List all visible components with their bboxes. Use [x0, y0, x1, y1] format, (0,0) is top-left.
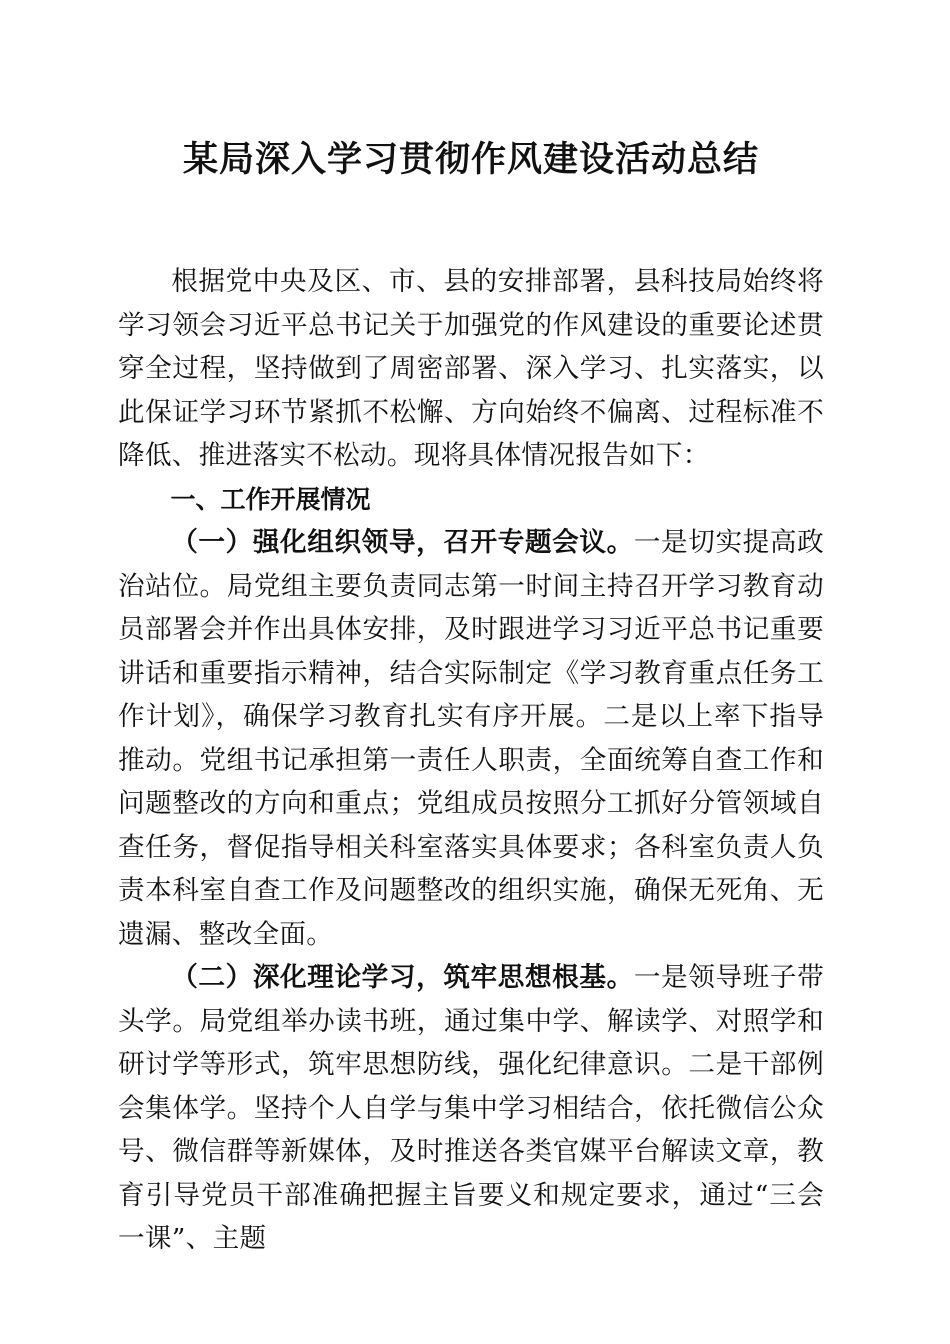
item-2-body: 一是领导班子带头学。局党组举办读书班，通过集中学、解读学、对照学和研讨学等形式，筑牢思想防线，强化纪律意识。二是干部例会集体学。坚持个人自学与集中学习相结合，依托微信公众号、微信群等新媒体，及时推送各类官媒平台解读文章，教育引导党员干部准确把握主旨要义和规定要求，通过“三会一课”、主题 — [118, 962, 824, 1254]
document-page — [118, 130, 824, 1261]
item-1-body: 一是切实提高政治站位。局党组主要负责同志第一时间主持召开学习教育动员部署会并作出具体安排，及时跟进学习习近平总书记重要讲话和重要指示精神，结合实际制定《学习教育重点任务工作计划》，确保学习教育扎实有序开展。二是以上率下指导推动。党组书记承担第一责任人职责，全面统筹自查工作和问题整改的方向和重点；党组成员按照分工抓好分管领域自查任务，督促指导相关科室落实具体要求；各科室负责人负责本科室自查工作及问题整改的组织实施，确保无死角、无遗漏、整改全面。 — [118, 527, 824, 950]
item-2-lead: （二）深化理论学习，筑牢思想根基。 — [171, 962, 634, 993]
item-paragraph-2 — [118, 956, 824, 1261]
document-title: 某局深入学习贯彻作风建设活动总结 — [182, 140, 759, 180]
intro-paragraph: 根据党中央及区、市、县的安排部署，县科技局始终将学习领会习近平总书记关于加强党的作风建设的重要论述贯穿全过程，坚持做到了周密部署、深入学习、扎实落实，以此保证学习环节紧抓不松懈、方向始终不偏离、过程标准不降低、推进落实不松动。现将具体情况报告如下： — [118, 266, 824, 471]
item-1-lead: （一）强化组织领导，召开专题会议。 — [171, 527, 634, 558]
section-heading-1: 一、工作开展情况 — [170, 484, 371, 514]
item-paragraph-1 — [118, 521, 824, 956]
